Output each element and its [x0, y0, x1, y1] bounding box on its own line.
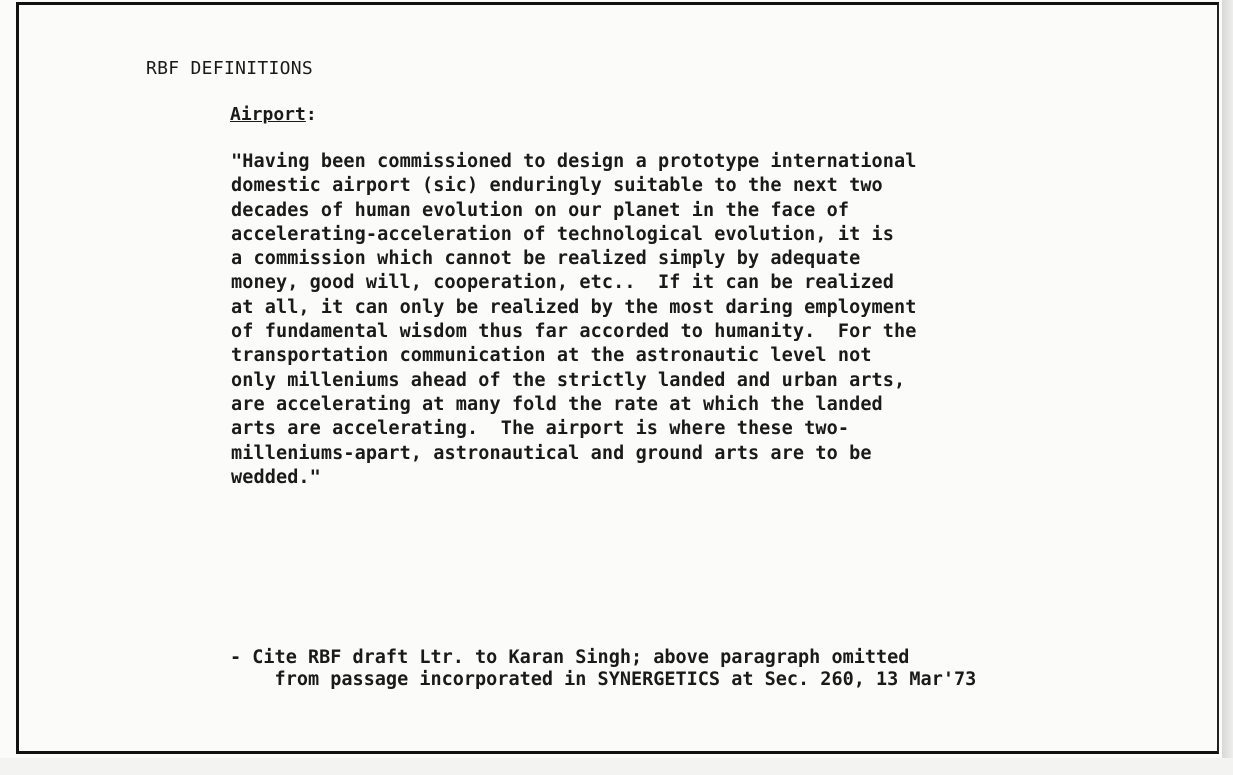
- quote-line: a commission which cannot be realized simply by adequate: [231, 248, 861, 270]
- definition-quote: [231, 150, 917, 490]
- term-label: Airport: [230, 104, 306, 125]
- citation-line: from passage incorporated in SYNERGETICS at Sec. 260, 13 Mar'73: [230, 669, 977, 690]
- citation-line: - Cite RBF draft Ltr. to Karan Singh; above paragraph omitted: [230, 647, 910, 668]
- quote-line: wedded.": [231, 466, 321, 488]
- quote-line: domestic airport (sic) enduringly suitable to the next two: [231, 175, 883, 197]
- definition-term: [230, 104, 317, 125]
- quote-line: "Having been commissioned to design a prototype international: [231, 151, 917, 172]
- term-colon: :: [305, 104, 317, 125]
- quote-line: transportation communication at the astronautic level not: [231, 345, 872, 367]
- quote-line: milleniums-apart, astronautical and ground arts are to be: [231, 442, 872, 464]
- quote-line: of fundamental wisdom thus far accorded to humanity. For the: [231, 321, 917, 343]
- document-heading: RBF DEFINITIONS: [146, 58, 314, 79]
- quote-line: only milleniums ahead of the strictly landed and urban arts,: [231, 369, 906, 391]
- quote-line: arts are accelerating. The airport is where these two-: [231, 418, 850, 440]
- citation: [230, 647, 976, 691]
- quote-line: accelerating-acceleration of technological evolution, it is: [231, 223, 895, 245]
- quote-line: at all, it can only be realized by the most daring employment: [231, 296, 917, 318]
- quote-line: decades of human evolution on our planet in the face of: [231, 199, 850, 221]
- page-edge-shadow: [1222, 0, 1233, 775]
- quote-line: are accelerating at many fold the rate at which the landed: [231, 393, 883, 415]
- quote-line: money, good will, cooperation, etc.. If it can be realized: [231, 272, 895, 294]
- page-bottom-margin: [0, 758, 1233, 775]
